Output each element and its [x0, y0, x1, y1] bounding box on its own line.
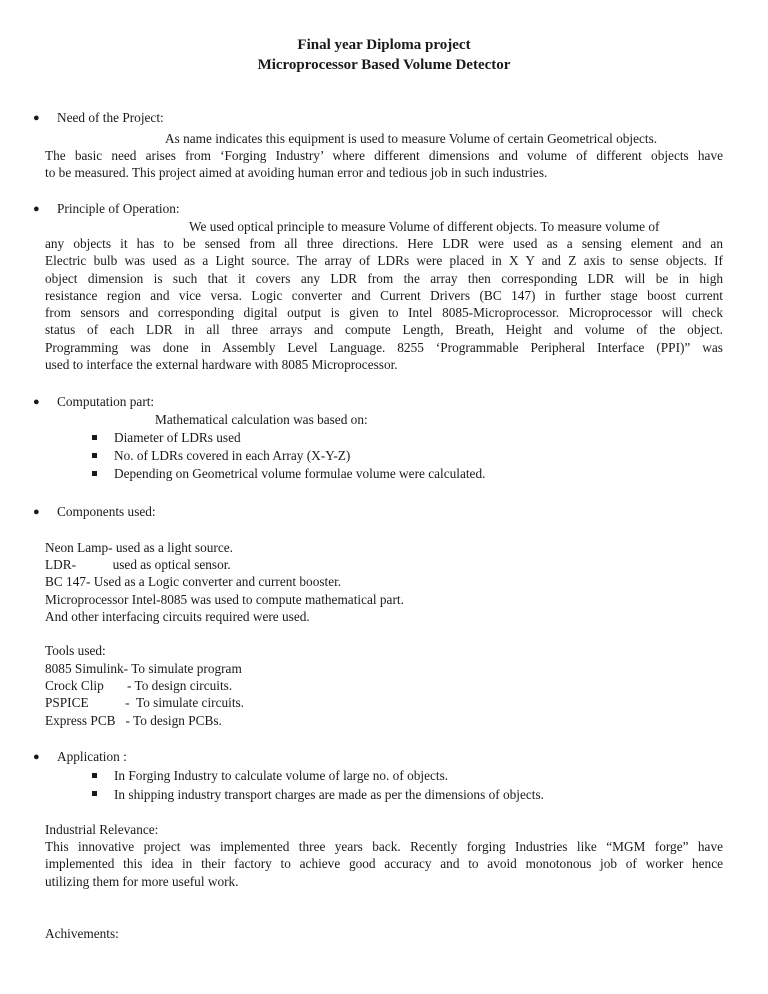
- relevance-line-2: implemented this idea in their factory to achieve good accuracy and to avoid monotonous job of worker hence: [45, 856, 723, 872]
- bullet-dot: ●: [33, 506, 40, 518]
- computation-item-1: Diameter of LDRs used: [114, 430, 241, 445]
- relevance-line-3: utilizing them for more useful work.: [45, 873, 239, 889]
- principle-paragraph: [45, 235, 723, 373]
- bullet-dot: ●: [33, 751, 40, 763]
- computation-item-2: No. of LDRs covered in each Array (X-Y-Z): [114, 448, 351, 463]
- principle-line-7: status of each LDR in all three arrays and compute Length, Breath, Height and volume of the object.: [45, 322, 723, 338]
- need-line-1: As name indicates this equipment is used to measure Volume of certain Geometrical objects.: [165, 131, 658, 146]
- relevance-heading: Industrial Relevance:: [45, 822, 159, 837]
- application-heading: Application :: [57, 749, 127, 764]
- computation-heading: Computation part:: [57, 394, 155, 409]
- computation-item-3: Depending on Geometrical volume formulae volume were calculated.: [114, 466, 486, 481]
- square-bullet-icon: [92, 435, 97, 440]
- bullet-dot: ●: [33, 203, 40, 215]
- principle-line-3: Electric bulb was used as a Light source. The array of LDRs were placed in X Y and Z axis to sense objects. If: [45, 253, 723, 269]
- principle-line-5: resistance region and vice versa. Logic converter and Current Drivers (BC 147) in further stage boost current: [45, 287, 723, 303]
- tools-line-4: Express PCB - To design PCBs.: [45, 713, 222, 728]
- need-line-3: to be measured. This project aimed at avoiding human error and tedious job in such industries.: [45, 165, 548, 181]
- square-bullet-icon: [92, 773, 97, 778]
- need-paragraph: [45, 147, 723, 182]
- principle-line-1: We used optical principle to measure Volume of different objects. To measure volume of: [189, 219, 660, 234]
- achievements-heading: Achivements:: [45, 926, 119, 941]
- tools-line-1: 8085 Simulink- To simulate program: [45, 661, 242, 676]
- principle-heading: Principle of Operation:: [57, 201, 180, 216]
- components-line-4: Microprocessor Intel-8085 was used to compute mathematical part.: [45, 592, 404, 607]
- square-bullet-icon: [92, 791, 97, 796]
- principle-line-9: used to interface the external hardware with 8085 Microprocessor.: [45, 357, 398, 373]
- document-subtitle: Microprocessor Based Volume Detector: [257, 57, 511, 73]
- bullet-dot: ●: [33, 396, 40, 408]
- need-line-2: The basic need arises from ‘Forging Industry’ where different dimensions and volume of different objects have: [45, 148, 723, 163]
- principle-line-2: any objects it has to be sensed from all three directions. Here LDR were used as a sensing element and an: [45, 236, 723, 251]
- need-heading: Need of the Project:: [57, 110, 164, 125]
- components-line-2: LDR- used as optical sensor.: [45, 557, 231, 572]
- tools-line-2: Crock Clip - To design circuits.: [45, 678, 233, 693]
- document-title: Final year Diploma project: [297, 37, 471, 53]
- square-bullet-icon: [92, 471, 97, 476]
- principle-line-4: object dimension is such that it covers any LDR from the array then corresponding LDR will be in high: [45, 270, 723, 286]
- tools-heading: Tools used:: [45, 643, 106, 658]
- application-item-2: In shipping industry transport charges are made as per the dimensions of objects.: [114, 787, 544, 802]
- tools-line-3: PSPICE - To simulate circuits.: [45, 695, 245, 710]
- components-line-3: BC 147- Used as a Logic converter and current booster.: [45, 574, 342, 589]
- application-item-1: In Forging Industry to calculate volume of large no. of objects.: [114, 768, 449, 783]
- relevance-line-1: This innovative project was implemented three years back. Recently forging Industries like “MGM forge” have: [45, 839, 723, 854]
- principle-line-8: Programming was done in Assembly Level Language. 8255 ‘Programmable Peripheral Interface (PPI)” was: [45, 339, 723, 355]
- components-heading: Components used:: [57, 504, 156, 519]
- relevance-paragraph: [45, 838, 723, 890]
- components-line-1: Neon Lamp- used as a light source.: [45, 540, 233, 555]
- square-bullet-icon: [92, 453, 97, 458]
- principle-line-6: from sensors and corresponding digital output is given to Intel 8085-Microprocessor. Microprocessor will check: [45, 305, 723, 321]
- computation-intro: Mathematical calculation was based on:: [155, 412, 368, 427]
- components-line-5: And other interfacing circuits required were used.: [45, 609, 310, 624]
- bullet-dot: ●: [33, 112, 40, 124]
